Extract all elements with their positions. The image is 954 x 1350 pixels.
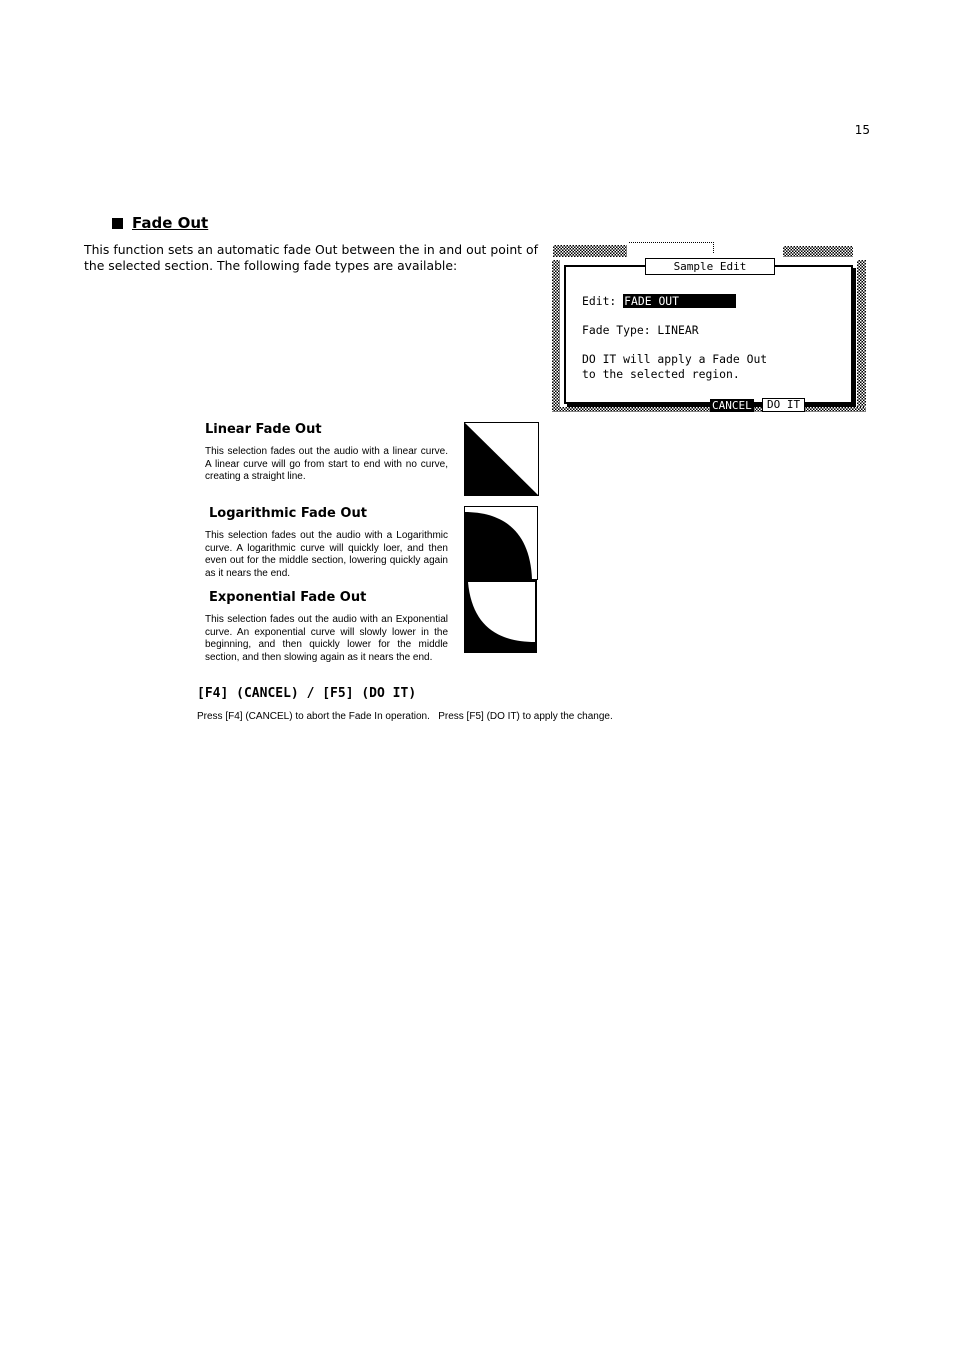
logarithmic-fade-curve-icon [464, 506, 538, 580]
lcd-screenshot [551, 242, 868, 414]
exponential-fade-description: This selection fades out the audio with an Exponential curve. An exponential curve will slowly lower in the beginning, and then quickly lower for the middle section, and then slowing again as it nears the end. [205, 614, 448, 663]
square-bullet-icon [112, 218, 123, 229]
lcd-dither-pattern [857, 260, 866, 410]
section-heading [112, 214, 208, 232]
linear-fade-title: Linear Fade Out [205, 422, 322, 437]
intro-paragraph: This function sets an automatic fade Out between the in and out point of the selected section. The following fade types are available: [84, 242, 538, 273]
lcd-message-line-1: DO IT will apply a Fade Out [582, 352, 768, 366]
logarithmic-fade-title: Logarithmic Fade Out [209, 506, 367, 521]
lcd-dither-pattern [552, 407, 866, 412]
linear-fade-curve-icon [464, 422, 539, 496]
lcd-message-line-2: to the selected region. [582, 367, 740, 381]
lcd-edit-value[interactable]: FADE OUT [623, 294, 736, 308]
lcd-window-title: Sample Edit [645, 258, 775, 275]
lcd-fade-type-row[interactable]: Fade Type: LINEAR [582, 323, 699, 337]
lcd-doit-button[interactable]: DO IT [762, 398, 805, 412]
lcd-dither-pattern [552, 260, 560, 410]
lcd-edit-row [582, 294, 736, 308]
lcd-cancel-button[interactable]: CANCEL [712, 399, 752, 412]
page-number: 15 [854, 123, 870, 137]
exponential-fade-curve-icon [464, 580, 537, 653]
lcd-tab-outline [629, 242, 714, 253]
lcd-dither-pattern [783, 246, 853, 257]
lcd-edit-label: Edit: [582, 294, 617, 308]
lcd-dither-pattern [553, 245, 627, 257]
logarithmic-fade-description: This selection fades out the audio with a Logarithmic curve. A logarithmic curve will quickly loer, and then even out for the middle section, lowering quickly again as it nears the end. [205, 530, 448, 579]
exponential-fade-title: Exponential Fade Out [209, 590, 367, 605]
function-keys-title: [F4] (CANCEL) / [F5] (DO IT) [197, 686, 417, 701]
function-keys-description: Press [F4] (CANCEL) to abort the Fade In operation. Press [F5] (DO IT) to apply the change. [197, 711, 613, 722]
section-title: Fade Out [132, 214, 209, 232]
linear-fade-description: This selection fades out the audio with a linear curve. A linear curve will go from start to end with no curve, creating a straight line. [205, 446, 448, 483]
